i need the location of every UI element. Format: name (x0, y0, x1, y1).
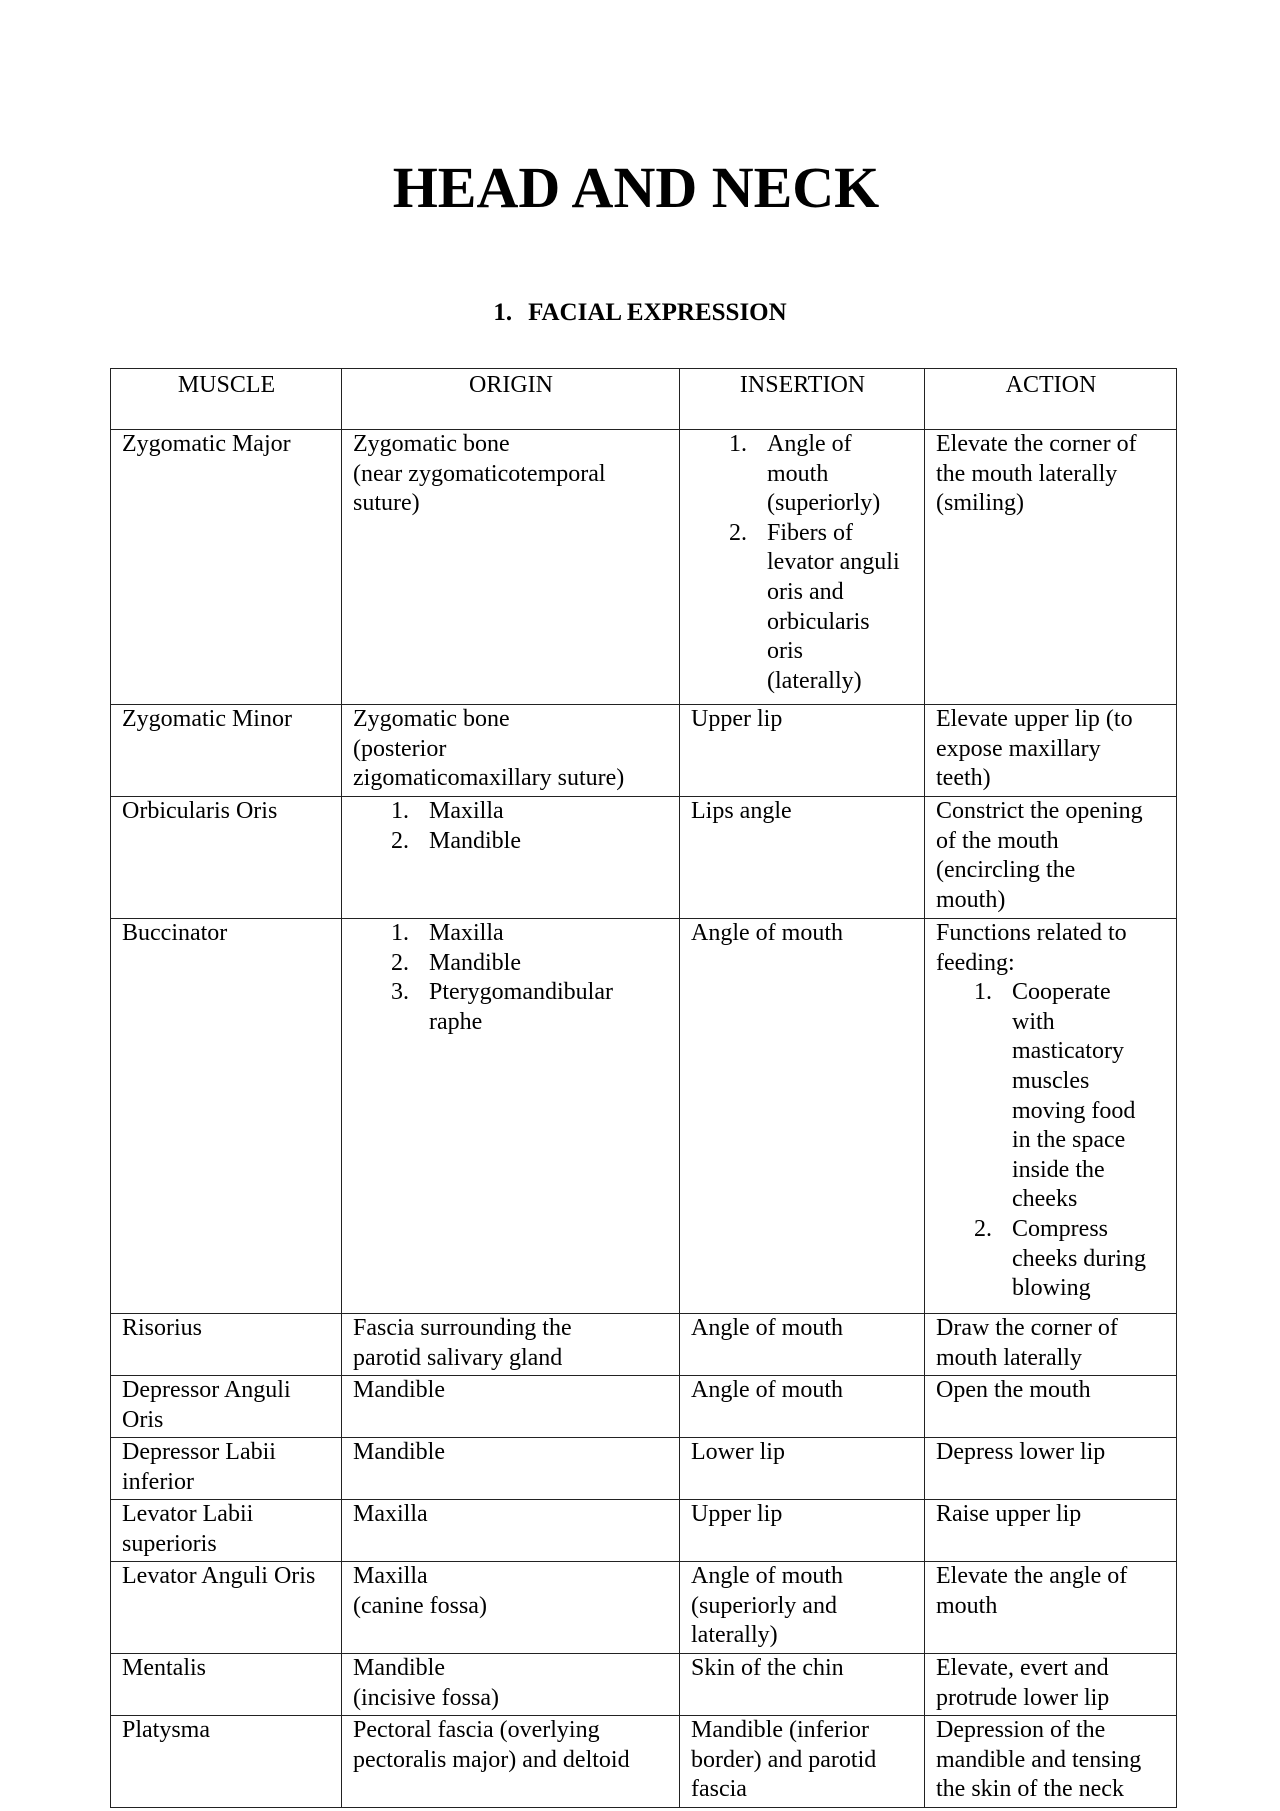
muscle-name-rest: inferior (122, 1468, 194, 1495)
origin-cell (342, 1500, 680, 1562)
cell-line: muscles (1012, 1067, 1090, 1094)
list-item (691, 430, 914, 519)
muscle-name: Buccinator (122, 920, 228, 946)
cell-line: with (1012, 1008, 1055, 1035)
cell-line: (superiorly) (767, 490, 881, 517)
muscle-cell (111, 797, 342, 919)
cell-line: masticatory (1012, 1038, 1124, 1065)
cell-line: oris (767, 638, 803, 665)
section-title: FACIAL EXPRESSION (528, 299, 787, 326)
cell-line: Angle of mouth (691, 1563, 843, 1589)
list-number: 2. (391, 827, 409, 854)
cell-line: Zygomatic bone (353, 706, 510, 732)
insertion-cell (680, 919, 925, 1314)
origin-cell (342, 1376, 680, 1438)
table-row (111, 1654, 1177, 1716)
cell-line: Angle of mouth (691, 920, 843, 946)
cell-line: protrude lower lip (936, 1684, 1110, 1711)
muscle-name: Depressor Anguli Oris (122, 1377, 291, 1433)
cell-line: Angle of (767, 431, 852, 457)
action-cell (925, 430, 1177, 705)
action-cell (925, 919, 1177, 1314)
table-row (111, 1500, 1177, 1562)
list-number: 1. (974, 979, 992, 1006)
insertion-cell (680, 1314, 925, 1376)
list-number: 2. (729, 519, 747, 546)
cell-line: suture) (353, 490, 420, 517)
numbered-list (691, 430, 914, 696)
table-row (111, 919, 1177, 1314)
cell-line: (canine fossa) (353, 1592, 487, 1619)
cell-line: mouth (767, 460, 829, 487)
numbered-list (936, 978, 1166, 1304)
cell-line: border) and parotid (691, 1746, 877, 1773)
cell-line: mouth (936, 1592, 998, 1619)
cell-line: Draw the corner of (936, 1315, 1118, 1341)
list-text: Pterygomandibular raphe (429, 979, 613, 1035)
muscle-cell (111, 919, 342, 1314)
cell-line: Mandible (inferior (691, 1717, 869, 1743)
muscle-name: Levator Anguli Oris (122, 1563, 316, 1589)
origin-cell (342, 1654, 680, 1716)
action-cell (925, 797, 1177, 919)
muscle-cell (111, 1500, 342, 1562)
origin-cell (342, 430, 680, 705)
cell-line: Skin of the chin (691, 1655, 844, 1681)
list-number: 1. (391, 798, 409, 824)
muscle-cell (111, 1716, 342, 1808)
origin-cell (342, 797, 680, 919)
action-cell (925, 1500, 1177, 1562)
muscle-cell (111, 1314, 342, 1376)
section-number: 1. (493, 299, 513, 326)
header-insertion: INSERTION (680, 369, 925, 430)
insertion-cell (680, 1376, 925, 1438)
cell-line: mandible and tensing (936, 1746, 1142, 1773)
cell-line: Mandible (353, 1377, 445, 1403)
cell-line: Elevate upper lip (to (936, 706, 1133, 732)
cell-line: feeding: (936, 949, 1015, 976)
action-cell (925, 1376, 1177, 1438)
cell-line: the skin of the neck (936, 1776, 1124, 1803)
list-item (353, 827, 669, 857)
muscle-name: Platysma (122, 1717, 210, 1743)
list-item (353, 919, 669, 949)
cell-line: (posterior (353, 735, 447, 762)
cell-line: Elevate, evert and (936, 1655, 1109, 1681)
page-title: HEAD AND NECK (392, 155, 880, 220)
insertion-cell (680, 797, 925, 919)
table-row (111, 797, 1177, 919)
cell-line: Elevate the angle of (936, 1563, 1128, 1589)
cell-line: laterally) (691, 1622, 778, 1649)
muscle-name: Depressor Labii (122, 1439, 276, 1465)
cell-line: Maxilla (353, 1563, 428, 1589)
cell-line: of the mouth (936, 827, 1059, 854)
list-text: Mandible (429, 949, 521, 976)
list-item (691, 519, 914, 697)
cell-line: zigomaticomaxillary suture) (353, 765, 625, 792)
cell-line: Functions related to (936, 920, 1127, 946)
cell-line: moving food (1012, 1097, 1136, 1124)
action-cell (925, 1562, 1177, 1654)
cell-line: Maxilla (353, 1501, 428, 1527)
insertion-cell (680, 1654, 925, 1716)
list-number: 1. (391, 920, 409, 946)
cell-line: blowing (1012, 1275, 1091, 1302)
list-item (936, 978, 1166, 1215)
action-cell (925, 1314, 1177, 1376)
list-item (353, 797, 669, 827)
cell-line: (near zygomaticotemporal (353, 460, 606, 487)
table-row (111, 1376, 1177, 1438)
cell-line: Raise upper lip (936, 1501, 1082, 1527)
cell-line: Open the mouth (936, 1377, 1091, 1403)
muscle-table (110, 368, 1177, 1808)
list-item (353, 978, 669, 1037)
cell-line: fascia (691, 1776, 747, 1803)
action-intro (936, 919, 1166, 978)
cell-line: (smiling) (936, 490, 1024, 517)
list-number: 3. (391, 979, 409, 1006)
cell-line: teeth) (936, 765, 991, 792)
insertion-cell (680, 1562, 925, 1654)
cell-line: (incisive fossa) (353, 1684, 499, 1711)
muscle-name: Levator Labii (122, 1501, 254, 1527)
cell-line: Elevate the corner of (936, 431, 1137, 457)
list-item (353, 949, 669, 979)
cell-line: pectoralis major) and deltoid (353, 1746, 630, 1773)
cell-line: mouth laterally (936, 1344, 1082, 1371)
origin-cell (342, 1562, 680, 1654)
muscle-name: Zygomatic Minor (122, 706, 292, 732)
origin-cell (342, 1716, 680, 1808)
cell-line: Constrict the opening (936, 798, 1143, 824)
origin-cell (342, 1314, 680, 1376)
muscle-cell (111, 430, 342, 705)
cell-line: mouth) (936, 886, 1006, 913)
action-cell (925, 1438, 1177, 1500)
cell-line: Upper lip (691, 1501, 783, 1527)
cell-line: Pectoral fascia (overlying (353, 1717, 600, 1743)
table-header-row (111, 369, 1177, 430)
cell-line: cheeks during (1012, 1245, 1146, 1272)
table-row (111, 1716, 1177, 1808)
cell-line: Mandible (353, 1655, 445, 1681)
cell-line: Cooperate (1012, 979, 1111, 1006)
cell-line: Depress lower lip (936, 1439, 1106, 1465)
origin-cell (342, 919, 680, 1314)
insertion-cell (680, 1438, 925, 1500)
insertion-cell (680, 705, 925, 797)
cell-line: oris and (767, 578, 844, 605)
insertion-cell (680, 1716, 925, 1808)
section-heading (0, 298, 1280, 328)
numbered-list (353, 797, 669, 856)
cell-line: (encircling the (936, 857, 1076, 884)
muscle-cell (111, 1654, 342, 1716)
cell-line: levator anguli (767, 549, 900, 576)
table-body (111, 430, 1177, 1808)
cell-line: Lips angle (691, 798, 792, 824)
header-muscle: MUSCLE (111, 369, 342, 430)
muscle-cell (111, 705, 342, 797)
list-number: 2. (974, 1215, 992, 1242)
cell-line: cheeks (1012, 1186, 1078, 1213)
cell-line: Compress (1012, 1215, 1108, 1242)
list-number: 2. (391, 949, 409, 976)
cell-line: Fibers of (767, 519, 853, 546)
insertion-cell (680, 430, 925, 705)
origin-cell (342, 1438, 680, 1500)
table-row (111, 1314, 1177, 1376)
list-text: Maxilla (429, 920, 504, 946)
list-text: Mandible (429, 827, 521, 854)
cell-line: Depression of the (936, 1717, 1106, 1743)
cell-line: parotid salivary gland (353, 1344, 563, 1371)
insertion-cell (680, 1500, 925, 1562)
muscle-name-rest: superioris (122, 1530, 217, 1557)
action-cell (925, 1716, 1177, 1808)
header-action: ACTION (925, 369, 1177, 430)
cell-line: in the space (1012, 1127, 1126, 1154)
muscle-cell (111, 1376, 342, 1438)
header-origin: ORIGIN (342, 369, 680, 430)
action-cell (925, 705, 1177, 797)
cell-line: Angle of mouth (691, 1315, 843, 1341)
list-item (936, 1215, 1166, 1304)
table-row (111, 705, 1177, 797)
muscle-cell (111, 1438, 342, 1500)
table-row (111, 1438, 1177, 1500)
cell-line: (superiorly and (691, 1592, 837, 1619)
cell-line: expose maxillary (936, 735, 1101, 762)
list-number: 1. (729, 431, 747, 457)
cell-line: (laterally) (767, 667, 862, 694)
muscle-name: Orbicularis Oris (122, 798, 278, 824)
table-row (111, 1562, 1177, 1654)
cell-line: inside the (1012, 1156, 1105, 1183)
muscle-name: Mentalis (122, 1655, 206, 1681)
table-row (111, 430, 1177, 705)
cell-line: Mandible (353, 1439, 445, 1465)
action-cell (925, 1654, 1177, 1716)
cell-line: the mouth laterally (936, 460, 1118, 487)
muscle-name: Risorius (122, 1315, 203, 1341)
cell-line: Upper lip (691, 706, 783, 732)
muscle-cell (111, 1562, 342, 1654)
cell-line: Lower lip (691, 1439, 785, 1465)
numbered-list (353, 919, 669, 1037)
origin-cell (342, 705, 680, 797)
cell-line: Fascia surrounding the (353, 1315, 572, 1341)
cell-line: Angle of mouth (691, 1377, 843, 1403)
cell-line: orbicularis (767, 608, 870, 635)
list-text: Maxilla (429, 798, 504, 824)
cell-line: Zygomatic bone (353, 431, 510, 457)
muscle-name: Zygomatic Major (122, 431, 291, 457)
